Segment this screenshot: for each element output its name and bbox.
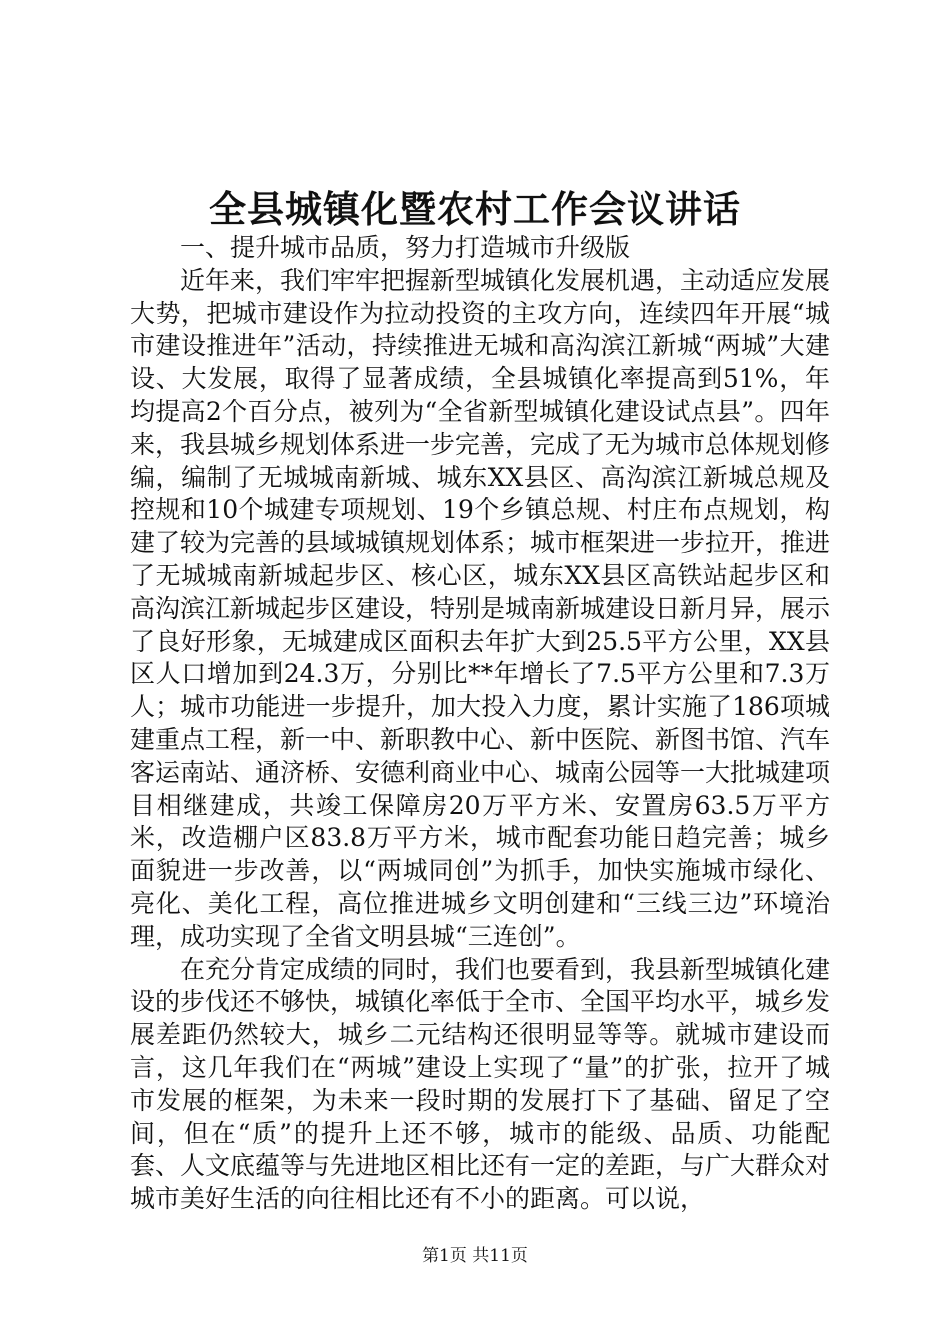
section-heading: 一、提升城市品质，努力打造城市升级版	[180, 233, 631, 262]
document-body	[130, 232, 830, 1216]
document-title: 全县城镇化暨农村工作会议讲话	[209, 187, 741, 231]
paragraph: 近年来，我们牢牢把握新型城镇化发展机遇，主动适应发展大势，把城市建设作为拉动投资的主攻方向，连续四年开展“城市建设推进年”活动，持续推进无城和高沟滨江新城“两城”大建设、大发展，取得了显著成绩，全县城镇化率提高到51%，年均提高2个百分点，被列为“全省新型城镇化建设试点县”。四年来，我县城乡规划体系进一步完善，完成了无为城市总体规划修编，编制了无城城南新城、城东XX县区、高沟滨江新城总规及控规和10个城建专项规划、19个乡镇总规、村庄布点规划，构建了较为完善的县域城镇规划体系；城市框架进一步拉开，推进了无城城南新城起步区、核心区，城东XX县区高铁站起步区和高沟滨江新城起步区建设，特别是城南新城建设日新月异，展示了良好形象，无城建成区面积去年扩大到25.5平方公里，XX县区人口增加到24.3万，分别比**年增长了7.5平方公里和7.3万人；城市功能进一步提升，加大投入力度，累计实施了186项城建重点工程，新一中、新职教中心、新中医院、新图书馆、汽车客运南站、通济桥、安德利商业中心、城南公园等一大批城建项目相继建成，共竣工保障房20万平方米、安置房63.5万平方米，改造棚户区83.8万平方米，城市配套功能日趋完善；城乡面貌进一步改善，以“两城同创”为抓手，加快实施城市绿化、亮化、美化工程，高位推进城乡文明创建和“三线三边”环境治理，成功实现了全省文明县城“三连创”。	[130, 265, 831, 951]
page-number-footer: 第1页 共11页	[422, 1246, 528, 1266]
paragraph: 在充分肯定成绩的同时，我们也要看到，我县新型城镇化建设的步伐还不够快，城镇化率低于全市、全国平均水平，城乡发展差距仍然较大，城乡二元结构还很明显等等。就城市建设而言，这几年我们在“两城”建设上实现了“量”的扩张，拉开了城市发展的框架，为未来一段时期的发展打下了基础、留足了空间，但在“质”的提升上还不够，城市的能级、品质、功能配套、人文底蕴等与先进地区相比还有一定的差距，与广大群众对城市美好生活的向往相比还有不小的距离。可以说，	[130, 954, 831, 1214]
